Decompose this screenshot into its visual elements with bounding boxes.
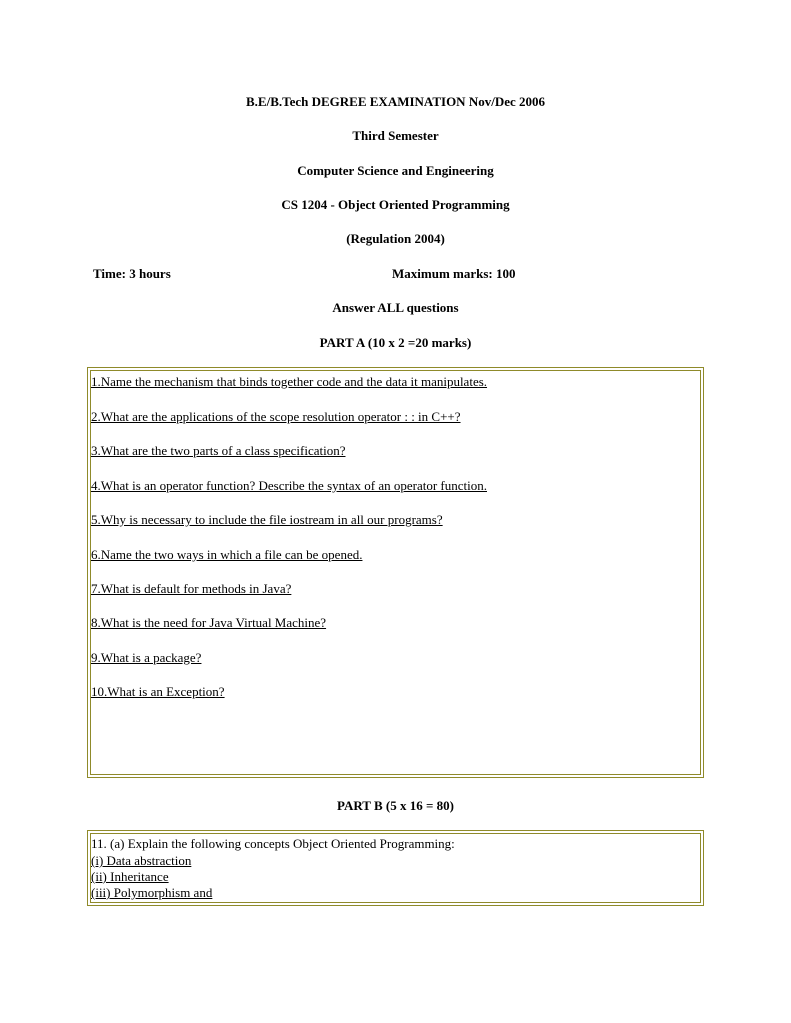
regulation: (Regulation 2004) [346, 231, 445, 246]
question-2: 2.What are the applications of the scope resolution operator : : in C++? [91, 409, 461, 424]
question-6: 6.Name the two ways in which a file can be opened. [91, 547, 363, 562]
maximum-marks: Maximum marks: 100 [392, 266, 516, 281]
part-a-title: PART A (10 x 2 =20 marks) [319, 335, 472, 350]
question-10: 10.What is an Exception? [91, 684, 225, 699]
question-9: 9.What is a package? [91, 650, 202, 665]
question-3: 3.What are the two parts of a class specification? [91, 443, 346, 458]
exam-time: Time: 3 hours [93, 266, 171, 281]
question-1: 1.Name the mechanism that binds together code and the data it manipulates. [91, 374, 488, 389]
subject: CS 1204 - Object Oriented Programming [281, 197, 510, 212]
question-4: 4.What is an operator function? Describe the syntax of an operator function. [91, 478, 487, 493]
instruction: Answer ALL questions [332, 300, 459, 315]
part-b-title: PART B (5 x 16 = 80) [337, 798, 454, 813]
question-8: 8.What is the need for Java Virtual Machine? [91, 615, 327, 630]
question-11-item-1: (i) Data abstraction [91, 853, 192, 868]
exam-title: B.E/B.Tech DEGREE EXAMINATION Nov/Dec 2006 [245, 94, 546, 109]
question-7: 7.What is default for methods in Java? [91, 581, 292, 596]
question-11-item-3: (iii) Polymorphism and [91, 885, 213, 900]
part-a-box-inner [90, 370, 701, 775]
semester: Third Semester [352, 128, 439, 143]
question-11-intro: 11. (a) Explain the following concepts Object Oriented Programming: [91, 836, 455, 851]
question-5: 5.Why is necessary to include the file iostream in all our programs? [91, 512, 443, 527]
department: Computer Science and Engineering [297, 163, 494, 178]
question-11-item-2: (ii) Inheritance [91, 869, 169, 884]
